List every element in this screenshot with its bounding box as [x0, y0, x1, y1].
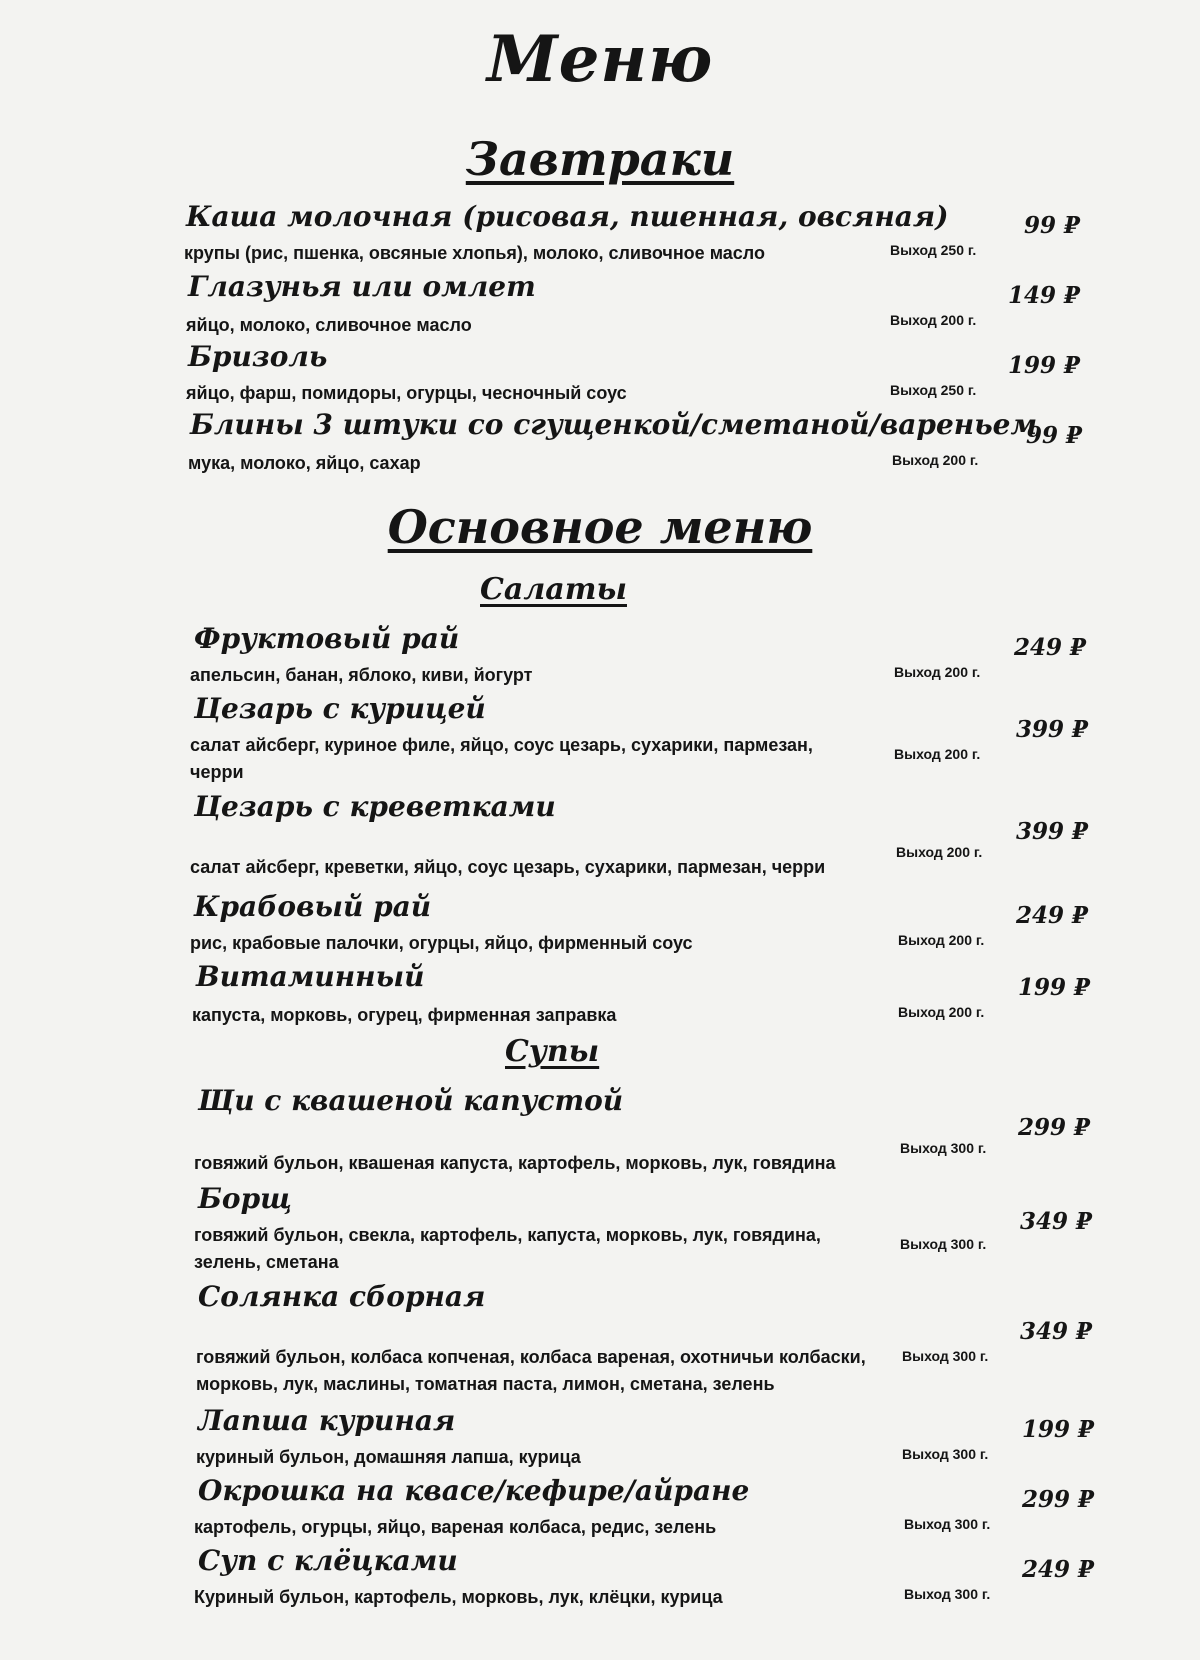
- item-description: говяжий бульон, колбаса копченая, колбаса вареная, охотничьи колбаски, морковь, лук, маслины, томатная паста, лимон, сметана, зелень: [196, 1347, 866, 1394]
- item-name: Фруктовый рай: [194, 622, 460, 655]
- item-price: 399 ₽: [1015, 716, 1088, 743]
- item-name: Солянка сборная: [198, 1280, 486, 1313]
- item-weight: Выход 200 г.: [896, 844, 983, 860]
- item-weight: Выход 300 г.: [904, 1516, 991, 1532]
- item-price: 399 ₽: [1015, 818, 1088, 845]
- item-price: 249 ₽: [1021, 1556, 1094, 1583]
- item-description: яйцо, фарш, помидоры, огурцы, чесночный соус: [186, 383, 627, 403]
- item-price: 249 ₽: [1015, 902, 1088, 929]
- item-price: 199 ₽: [1021, 1416, 1094, 1443]
- item-price: 99 ₽: [1023, 212, 1080, 239]
- item-weight: Выход 300 г.: [904, 1586, 991, 1602]
- item-price: 199 ₽: [1007, 352, 1080, 379]
- main-section-title: Основное меню: [387, 500, 813, 554]
- item-weight: Выход 300 г.: [900, 1236, 987, 1252]
- item-weight: Выход 300 г.: [902, 1348, 989, 1364]
- breakfast-section-title: Завтраки: [465, 132, 735, 186]
- item-name: Бризоль: [188, 340, 328, 373]
- item-price: 149 ₽: [1007, 282, 1080, 309]
- item-name: Щи с квашеной капустой: [198, 1084, 624, 1117]
- item-description: мука, молоко, яйцо, сахар: [188, 453, 421, 473]
- item-price: 349 ₽: [1019, 1318, 1092, 1345]
- item-description: говяжий бульон, квашеная капуста, картофель, морковь, лук, говядина: [194, 1153, 836, 1173]
- item-weight: Выход 300 г.: [900, 1140, 987, 1156]
- item-price: 299 ₽: [1021, 1486, 1094, 1513]
- item-weight: Выход 200 г.: [898, 932, 985, 948]
- salads-title: Салаты: [480, 572, 627, 607]
- item-description: говяжий бульон, свекла, картофель, капуста, морковь, лук, говядина, зелень, сметана: [194, 1225, 821, 1272]
- item-description: салат айсберг, креветки, яйцо, соус цезарь, сухарики, пармезан, черри: [190, 857, 826, 877]
- item-description: рис, крабовые палочки, огурцы, яйцо, фирменный соус: [190, 933, 693, 953]
- item-price: 249 ₽: [1013, 634, 1086, 661]
- item-description: апельсин, банан, яблоко, киви, йогурт: [190, 665, 533, 685]
- item-name: Цезарь с креветками: [194, 790, 556, 823]
- item-price: 349 ₽: [1019, 1208, 1092, 1235]
- item-description: яйцо, молоко, сливочное масло: [186, 315, 472, 335]
- item-name: Крабовый рай: [194, 890, 432, 923]
- item-name: Окрошка на квасе/кефире/айране: [198, 1474, 750, 1507]
- soups-title: Супы: [505, 1034, 600, 1069]
- item-name: Борщ: [198, 1182, 292, 1215]
- item-price: 199 ₽: [1017, 974, 1090, 1001]
- item-weight: Выход 200 г.: [890, 312, 977, 328]
- item-price: 99 ₽: [1025, 422, 1082, 449]
- item-name: Каша молочная (рисовая, пшенная, овсяная): [186, 200, 949, 233]
- page-title: Меню: [486, 22, 714, 97]
- item-name: Лапша куриная: [198, 1404, 456, 1437]
- item-name: Глазунья или омлет: [188, 270, 536, 303]
- item-price: 299 ₽: [1017, 1114, 1090, 1141]
- item-name: Суп с клёцками: [198, 1544, 458, 1577]
- item-weight: Выход 250 г.: [890, 382, 977, 398]
- item-description: салат айсберг, куриное филе, яйцо, соус цезарь, сухарики, пармезан, черри: [190, 735, 813, 782]
- item-description: Куриный бульон, картофель, морковь, лук, клёцки, курица: [194, 1587, 723, 1607]
- item-name: Витаминный: [196, 960, 425, 993]
- item-weight: Выход 200 г.: [898, 1004, 985, 1020]
- item-description: крупы (рис, пшенка, овсяные хлопья), молоко, сливочное масло: [184, 243, 765, 263]
- item-weight: Выход 250 г.: [890, 242, 977, 258]
- item-description: куриный бульон, домашняя лапша, курица: [196, 1447, 581, 1467]
- item-description: капуста, морковь, огурец, фирменная заправка: [192, 1005, 617, 1025]
- item-name: Блины 3 штуки со сгущенкой/сметаной/вареньем: [190, 408, 1038, 441]
- item-description: картофель, огурцы, яйцо, вареная колбаса, редис, зелень: [194, 1517, 717, 1537]
- item-weight: Выход 200 г.: [894, 746, 981, 762]
- item-weight: Выход 200 г.: [892, 452, 979, 468]
- item-weight: Выход 300 г.: [902, 1446, 989, 1462]
- item-weight: Выход 200 г.: [894, 664, 981, 680]
- item-name: Цезарь с курицей: [194, 692, 486, 725]
